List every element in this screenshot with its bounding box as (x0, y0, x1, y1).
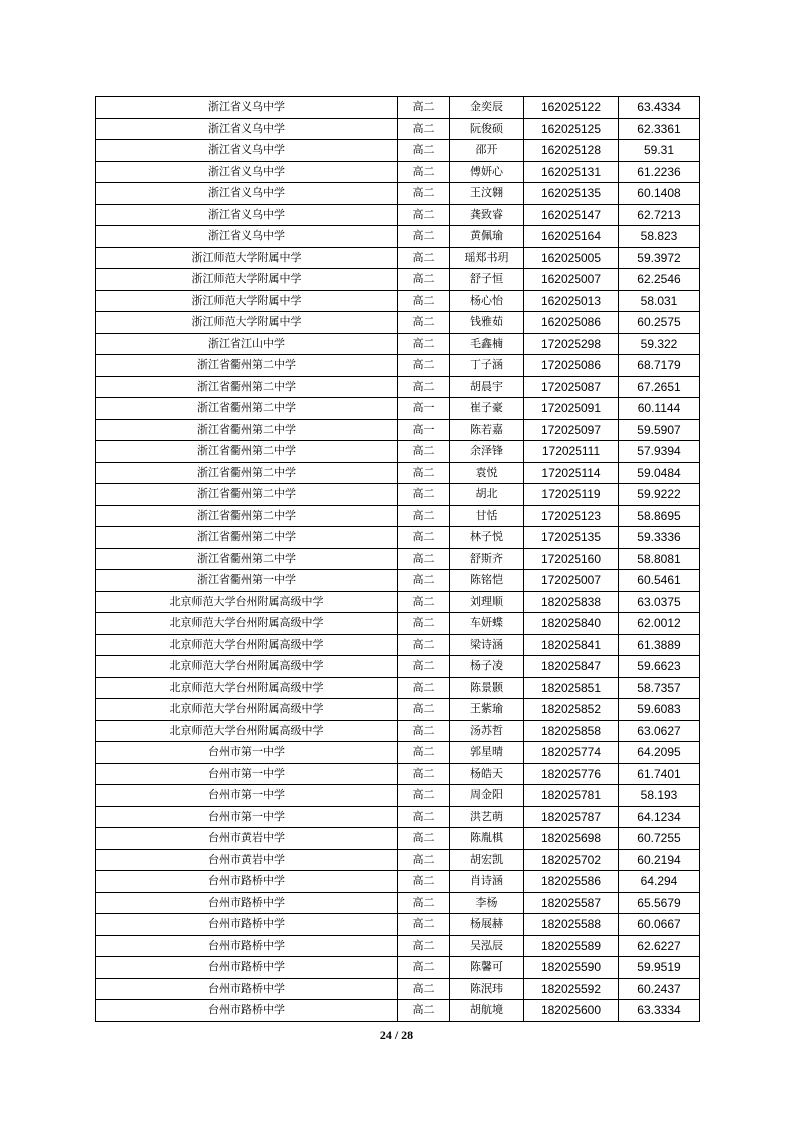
name-cell: 陈景颢 (450, 677, 524, 699)
school-cell: 浙江省衢州第一中学 (96, 570, 398, 592)
school-cell: 浙江省义乌中学 (96, 140, 398, 162)
score-cell: 60.1144 (619, 398, 700, 420)
grade-cell: 高二 (398, 548, 450, 570)
table-row (96, 247, 700, 269)
score-cell: 58.8081 (619, 548, 700, 570)
table-row (96, 720, 700, 742)
name-cell: 黄佩瑜 (450, 226, 524, 248)
grade-cell: 高二 (398, 699, 450, 721)
grade-cell: 高二 (398, 871, 450, 893)
student-id-cell: 182025588 (524, 914, 619, 936)
school-cell: 浙江省衢州第二中学 (96, 376, 398, 398)
student-id-cell: 172025086 (524, 355, 619, 377)
school-cell: 北京师范大学台州附属高级中学 (96, 720, 398, 742)
score-cell: 59.3336 (619, 527, 700, 549)
student-id-cell: 182025840 (524, 613, 619, 635)
name-cell: 吴泓辰 (450, 935, 524, 957)
table-row (96, 484, 700, 506)
grade-cell: 高一 (398, 419, 450, 441)
grade-cell: 高二 (398, 204, 450, 226)
school-cell: 浙江省义乌中学 (96, 226, 398, 248)
grade-cell: 高二 (398, 892, 450, 914)
name-cell: 陈铭恺 (450, 570, 524, 592)
student-id-cell: 182025586 (524, 871, 619, 893)
school-cell: 浙江师范大学附属中学 (96, 290, 398, 312)
name-cell: 陈胤棋 (450, 828, 524, 850)
name-cell: 王紫瑜 (450, 699, 524, 721)
student-id-cell: 162025086 (524, 312, 619, 334)
table-row (96, 376, 700, 398)
name-cell: 刘理顺 (450, 591, 524, 613)
name-cell: 钱雅茹 (450, 312, 524, 334)
table-row (96, 935, 700, 957)
name-cell: 杨展赫 (450, 914, 524, 936)
score-cell: 58.031 (619, 290, 700, 312)
name-cell: 杨子凌 (450, 656, 524, 678)
student-id-cell: 162025131 (524, 161, 619, 183)
school-cell: 浙江省义乌中学 (96, 97, 398, 119)
school-cell: 浙江省衢州第二中学 (96, 527, 398, 549)
school-cell: 浙江师范大学附属中学 (96, 312, 398, 334)
table-row (96, 978, 700, 1000)
name-cell: 丁子涵 (450, 355, 524, 377)
student-id-cell: 182025590 (524, 957, 619, 979)
score-cell: 59.6083 (619, 699, 700, 721)
table-row (96, 355, 700, 377)
name-cell: 杨心怡 (450, 290, 524, 312)
student-id-cell: 182025587 (524, 892, 619, 914)
score-cell: 64.294 (619, 871, 700, 893)
name-cell: 胡晨宇 (450, 376, 524, 398)
grade-cell: 高二 (398, 613, 450, 635)
table-row (96, 656, 700, 678)
school-cell: 浙江师范大学附属中学 (96, 269, 398, 291)
table-row (96, 419, 700, 441)
student-id-cell: 172025160 (524, 548, 619, 570)
grade-cell: 高二 (398, 183, 450, 205)
school-cell: 台州市第一中学 (96, 742, 398, 764)
name-cell: 郭星晴 (450, 742, 524, 764)
school-cell: 浙江省衢州第二中学 (96, 398, 398, 420)
grade-cell: 高二 (398, 763, 450, 785)
name-cell: 余泽锋 (450, 441, 524, 463)
student-id-cell: 182025776 (524, 763, 619, 785)
grade-cell: 高二 (398, 269, 450, 291)
name-cell: 甘恬 (450, 505, 524, 527)
grade-cell: 高二 (398, 978, 450, 1000)
school-cell: 北京师范大学台州附属高级中学 (96, 634, 398, 656)
school-cell: 浙江省义乌中学 (96, 204, 398, 226)
student-id-cell: 172025007 (524, 570, 619, 592)
student-id-cell: 182025592 (524, 978, 619, 1000)
table-row (96, 613, 700, 635)
table-row (96, 699, 700, 721)
school-cell: 浙江省衢州第二中学 (96, 484, 398, 506)
table-row (96, 806, 700, 828)
score-cell: 62.0012 (619, 613, 700, 635)
school-cell: 北京师范大学台州附属高级中学 (96, 656, 398, 678)
table-row (96, 570, 700, 592)
student-id-cell: 172025111 (524, 441, 619, 463)
table-row (96, 269, 700, 291)
table-row (96, 591, 700, 613)
table-row (96, 97, 700, 119)
school-cell: 台州市路桥中学 (96, 871, 398, 893)
name-cell: 林子悦 (450, 527, 524, 549)
results-table-body (96, 97, 700, 1022)
student-id-cell: 162025128 (524, 140, 619, 162)
name-cell: 毛鑫楠 (450, 333, 524, 355)
student-id-cell: 182025841 (524, 634, 619, 656)
school-cell: 浙江省衢州第二中学 (96, 462, 398, 484)
score-cell: 60.2194 (619, 849, 700, 871)
table-row (96, 290, 700, 312)
student-id-cell: 172025123 (524, 505, 619, 527)
score-cell: 65.5679 (619, 892, 700, 914)
table-row (96, 161, 700, 183)
table-row (96, 226, 700, 248)
school-cell: 台州市路桥中学 (96, 914, 398, 936)
grade-cell: 高二 (398, 441, 450, 463)
student-id-cell: 162025135 (524, 183, 619, 205)
score-cell: 58.823 (619, 226, 700, 248)
school-cell: 台州市路桥中学 (96, 957, 398, 979)
grade-cell: 高二 (398, 785, 450, 807)
score-cell: 61.2236 (619, 161, 700, 183)
student-id-cell: 182025698 (524, 828, 619, 850)
table-row (96, 763, 700, 785)
table-row (96, 462, 700, 484)
table-row (96, 204, 700, 226)
school-cell: 浙江省衢州第二中学 (96, 505, 398, 527)
grade-cell: 高二 (398, 247, 450, 269)
name-cell: 龚致睿 (450, 204, 524, 226)
school-cell: 台州市第一中学 (96, 806, 398, 828)
table-row (96, 828, 700, 850)
student-id-cell: 182025787 (524, 806, 619, 828)
score-cell: 59.6623 (619, 656, 700, 678)
school-cell: 浙江省衢州第二中学 (96, 419, 398, 441)
table-row (96, 527, 700, 549)
table-row (96, 333, 700, 355)
name-cell: 王汶翱 (450, 183, 524, 205)
grade-cell: 高二 (398, 591, 450, 613)
name-cell: 阮俊硕 (450, 118, 524, 140)
student-id-cell: 182025838 (524, 591, 619, 613)
grade-cell: 高二 (398, 376, 450, 398)
grade-cell: 高二 (398, 720, 450, 742)
score-cell: 63.4334 (619, 97, 700, 119)
score-cell: 59.9519 (619, 957, 700, 979)
grade-cell: 高二 (398, 914, 450, 936)
student-id-cell: 162025147 (524, 204, 619, 226)
score-cell: 63.0375 (619, 591, 700, 613)
student-id-cell: 172025135 (524, 527, 619, 549)
score-cell: 62.7213 (619, 204, 700, 226)
score-cell: 60.2437 (619, 978, 700, 1000)
table-row (96, 677, 700, 699)
school-cell: 台州市黄岩中学 (96, 849, 398, 871)
student-id-cell: 182025858 (524, 720, 619, 742)
school-cell: 台州市路桥中学 (96, 978, 398, 1000)
grade-cell: 高二 (398, 570, 450, 592)
student-id-cell: 172025097 (524, 419, 619, 441)
name-cell: 周金阳 (450, 785, 524, 807)
score-cell: 58.7357 (619, 677, 700, 699)
student-id-cell: 162025007 (524, 269, 619, 291)
student-id-cell: 182025781 (524, 785, 619, 807)
student-id-cell: 182025600 (524, 1000, 619, 1022)
table-row (96, 312, 700, 334)
table-row (96, 634, 700, 656)
grade-cell: 高二 (398, 677, 450, 699)
table-row (96, 957, 700, 979)
score-cell: 60.5461 (619, 570, 700, 592)
score-cell: 68.7179 (619, 355, 700, 377)
student-id-cell: 162025005 (524, 247, 619, 269)
student-id-cell: 162025164 (524, 226, 619, 248)
score-cell: 60.7255 (619, 828, 700, 850)
score-cell: 59.322 (619, 333, 700, 355)
student-id-cell: 182025702 (524, 849, 619, 871)
name-cell: 洪艺萌 (450, 806, 524, 828)
score-cell: 58.8695 (619, 505, 700, 527)
school-cell: 台州市第一中学 (96, 785, 398, 807)
table-row (96, 871, 700, 893)
grade-cell: 高二 (398, 505, 450, 527)
grade-cell: 高二 (398, 957, 450, 979)
grade-cell: 高二 (398, 806, 450, 828)
score-cell: 62.2546 (619, 269, 700, 291)
table-row (96, 742, 700, 764)
name-cell: 李杨 (450, 892, 524, 914)
score-cell: 64.2095 (619, 742, 700, 764)
student-id-cell: 162025122 (524, 97, 619, 119)
name-cell: 邵开 (450, 140, 524, 162)
school-cell: 台州市黄岩中学 (96, 828, 398, 850)
grade-cell: 高二 (398, 742, 450, 764)
page-number: 24 / 28 (379, 1028, 414, 1042)
student-id-cell: 162025013 (524, 290, 619, 312)
grade-cell: 高一 (398, 398, 450, 420)
grade-cell: 高二 (398, 849, 450, 871)
name-cell: 杨皓天 (450, 763, 524, 785)
score-cell: 61.7401 (619, 763, 700, 785)
school-cell: 台州市路桥中学 (96, 1000, 398, 1022)
score-cell: 60.1408 (619, 183, 700, 205)
school-cell: 北京师范大学台州附属高级中学 (96, 677, 398, 699)
score-cell: 58.193 (619, 785, 700, 807)
score-cell: 63.3334 (619, 1000, 700, 1022)
score-cell: 61.3889 (619, 634, 700, 656)
score-cell: 59.31 (619, 140, 700, 162)
score-cell: 62.3361 (619, 118, 700, 140)
school-cell: 北京师范大学台州附属高级中学 (96, 613, 398, 635)
school-cell: 浙江省义乌中学 (96, 183, 398, 205)
table-row (96, 398, 700, 420)
school-cell: 浙江省江山中学 (96, 333, 398, 355)
grade-cell: 高二 (398, 312, 450, 334)
score-cell: 60.2575 (619, 312, 700, 334)
school-cell: 浙江省衢州第二中学 (96, 355, 398, 377)
grade-cell: 高二 (398, 290, 450, 312)
name-cell: 陈泯玮 (450, 978, 524, 1000)
grade-cell: 高二 (398, 97, 450, 119)
table-row (96, 849, 700, 871)
grade-cell: 高二 (398, 118, 450, 140)
name-cell: 肖诗涵 (450, 871, 524, 893)
grade-cell: 高二 (398, 355, 450, 377)
table-row (96, 785, 700, 807)
name-cell: 梁诗涵 (450, 634, 524, 656)
table-row (96, 118, 700, 140)
school-cell: 浙江省衢州第二中学 (96, 548, 398, 570)
name-cell: 陈若嘉 (450, 419, 524, 441)
name-cell: 傅妍心 (450, 161, 524, 183)
student-id-cell: 162025125 (524, 118, 619, 140)
table-row (96, 140, 700, 162)
school-cell: 北京师范大学台州附属高级中学 (96, 591, 398, 613)
student-id-cell: 182025589 (524, 935, 619, 957)
score-cell: 64.1234 (619, 806, 700, 828)
table-row (96, 914, 700, 936)
school-cell: 浙江省义乌中学 (96, 118, 398, 140)
name-cell: 胡北 (450, 484, 524, 506)
score-cell: 59.5907 (619, 419, 700, 441)
name-cell: 车妍蝶 (450, 613, 524, 635)
name-cell: 陈馨可 (450, 957, 524, 979)
name-cell: 崔子豪 (450, 398, 524, 420)
grade-cell: 高二 (398, 161, 450, 183)
grade-cell: 高二 (398, 828, 450, 850)
student-id-cell: 182025852 (524, 699, 619, 721)
table-row (96, 441, 700, 463)
school-cell: 台州市路桥中学 (96, 892, 398, 914)
student-id-cell: 182025851 (524, 677, 619, 699)
student-id-cell: 172025114 (524, 462, 619, 484)
grade-cell: 高二 (398, 140, 450, 162)
name-cell: 金奕辰 (450, 97, 524, 119)
score-cell: 63.0627 (619, 720, 700, 742)
table-row (96, 548, 700, 570)
school-cell: 台州市第一中学 (96, 763, 398, 785)
score-cell: 60.0667 (619, 914, 700, 936)
name-cell: 舒子恒 (450, 269, 524, 291)
grade-cell: 高二 (398, 527, 450, 549)
school-cell: 北京师范大学台州附属高级中学 (96, 699, 398, 721)
table-row (96, 1000, 700, 1022)
grade-cell: 高二 (398, 462, 450, 484)
name-cell: 袁悦 (450, 462, 524, 484)
results-table (95, 96, 700, 1022)
table-row (96, 183, 700, 205)
score-cell: 57.9394 (619, 441, 700, 463)
school-cell: 浙江省衢州第二中学 (96, 441, 398, 463)
student-id-cell: 172025091 (524, 398, 619, 420)
student-id-cell: 172025298 (524, 333, 619, 355)
grade-cell: 高二 (398, 333, 450, 355)
grade-cell: 高二 (398, 1000, 450, 1022)
score-cell: 59.0484 (619, 462, 700, 484)
student-id-cell: 182025774 (524, 742, 619, 764)
score-cell: 67.2651 (619, 376, 700, 398)
grade-cell: 高二 (398, 935, 450, 957)
name-cell: 舒斯齐 (450, 548, 524, 570)
grade-cell: 高二 (398, 484, 450, 506)
score-cell: 59.3972 (619, 247, 700, 269)
name-cell: 瑶郑书玥 (450, 247, 524, 269)
table-row (96, 892, 700, 914)
grade-cell: 高二 (398, 634, 450, 656)
student-id-cell: 182025847 (524, 656, 619, 678)
school-cell: 浙江师范大学附属中学 (96, 247, 398, 269)
table-row (96, 505, 700, 527)
name-cell: 胡宏凯 (450, 849, 524, 871)
grade-cell: 高二 (398, 656, 450, 678)
student-id-cell: 172025119 (524, 484, 619, 506)
score-cell: 62.6227 (619, 935, 700, 957)
student-id-cell: 172025087 (524, 376, 619, 398)
name-cell: 胡航境 (450, 1000, 524, 1022)
grade-cell: 高二 (398, 226, 450, 248)
name-cell: 汤苏哲 (450, 720, 524, 742)
school-cell: 台州市路桥中学 (96, 935, 398, 957)
score-cell: 59.9222 (619, 484, 700, 506)
school-cell: 浙江省义乌中学 (96, 161, 398, 183)
